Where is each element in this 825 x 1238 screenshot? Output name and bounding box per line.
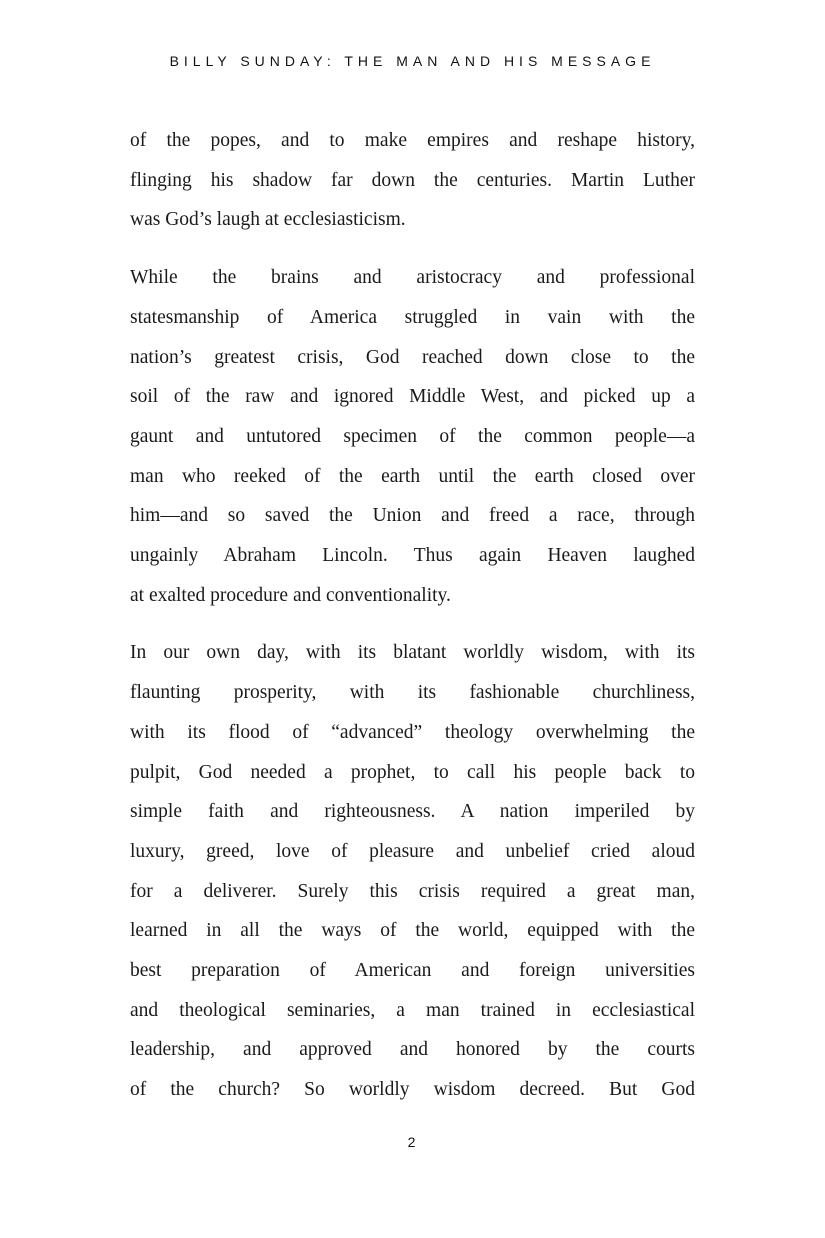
- text-line: flaunting prosperity, with its fashionable churchliness,: [130, 682, 695, 704]
- text-line: ungainly Abraham Lincoln. Thus again Heaven laughed: [130, 545, 695, 567]
- text-line: for a deliverer. Surely this crisis required a great man,: [130, 880, 695, 902]
- paragraph-1: [130, 121, 695, 240]
- text-line: nation’s greatest crisis, God reached down close to the: [130, 346, 695, 368]
- page-number: 2: [407, 1134, 418, 1150]
- text-line: of the church? So worldly wisdom decreed. But God: [130, 1079, 695, 1101]
- text-line: luxury, greed, love of pleasure and unbelief cried aloud: [130, 840, 695, 862]
- running-header: BILLY SUNDAY: THE MAN AND HIS MESSAGE: [169, 53, 656, 69]
- paragraph-3: [130, 633, 695, 1109]
- text-line: best preparation of American and foreign universities: [130, 960, 695, 982]
- text-line: statesmanship of America struggled in vain with the: [130, 306, 695, 328]
- text-line: and theological seminaries, a man trained in ecclesiastical: [130, 999, 695, 1021]
- text-line: simple faith and righteousness. A nation imperiled by: [130, 801, 695, 823]
- text-line: at exalted procedure and conventionality.: [130, 584, 451, 606]
- text-line: man who reeked of the earth until the earth closed over: [130, 465, 695, 487]
- text-line: leadership, and approved and honored by the courts: [130, 1039, 695, 1061]
- text-line: learned in all the ways of the world, equipped with the: [130, 920, 695, 942]
- text-line: soil of the raw and ignored Middle West, and picked up a: [130, 386, 695, 408]
- paragraph-2: [130, 258, 695, 615]
- text-line: with its flood of “advanced” theology overwhelming the: [130, 721, 695, 743]
- text-line: gaunt and untutored specimen of the common people—a: [130, 425, 695, 447]
- page-body: [130, 121, 695, 1128]
- text-line: of the popes, and to make empires and reshape history,: [130, 130, 695, 151]
- text-line: flinging his shadow far down the centuries. Martin Luther: [130, 169, 695, 191]
- text-line: In our own day, with its blatant worldly wisdom, with its: [130, 642, 695, 664]
- text-line: was God’s laugh at ecclesiasticism.: [130, 209, 406, 231]
- text-line: While the brains and aristocracy and professional: [130, 267, 695, 289]
- text-line: him—and so saved the Union and freed a race, through: [130, 505, 695, 527]
- text-line: pulpit, God needed a prophet, to call his people back to: [130, 761, 695, 783]
